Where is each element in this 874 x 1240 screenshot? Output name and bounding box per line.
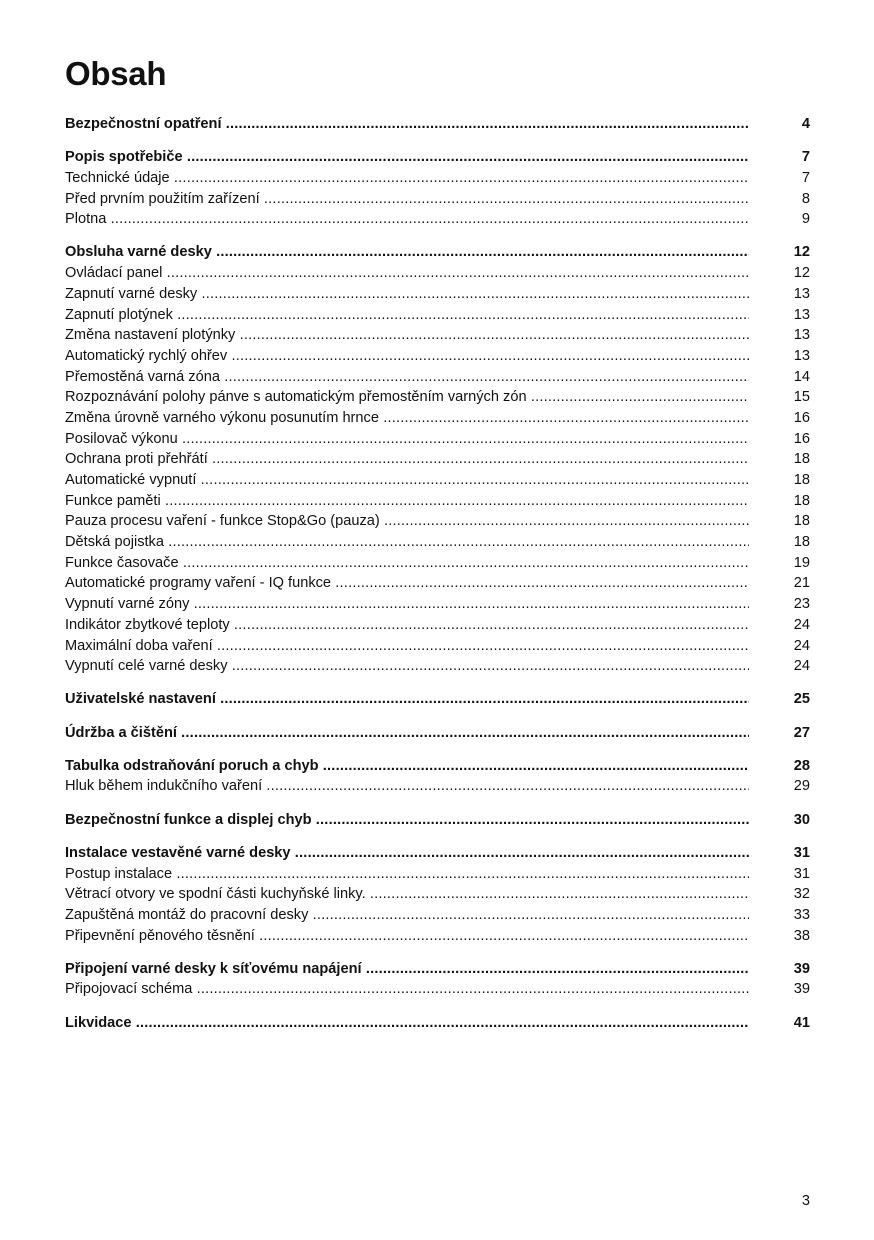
toc-heading-entry[interactable]: [65, 242, 811, 263]
toc-entry-label: Změna nastavení plotýnky .....: [65, 325, 749, 346]
toc-heading-entry[interactable]: [65, 723, 811, 744]
toc-page-number: 13: [793, 327, 810, 344]
toc-page-number: 8: [801, 190, 810, 207]
toc-entry-label: Větrací otvory ve spodní části kuchyňské linky. .....: [65, 884, 749, 905]
toc-page-number: 12: [793, 265, 810, 282]
toc-entry-label: Automatické programy vaření - IQ funkce .....: [65, 573, 749, 594]
toc-page-number: 32: [793, 886, 810, 903]
toc-entry-label: Ovládací panel .....: [65, 263, 749, 284]
toc-page-number: 31: [793, 844, 810, 861]
toc-entry-label: Funkce časovače .....: [65, 553, 749, 574]
toc-page-number: 18: [793, 472, 810, 488]
toc-entry[interactable]: [65, 594, 811, 615]
toc-section: [65, 147, 811, 230]
toc-entry-label: Hluk během indukčního vaření .....: [65, 776, 749, 797]
toc-heading-entry[interactable]: [65, 1013, 811, 1034]
toc-page-number: 9: [801, 211, 810, 228]
toc-entry[interactable]: [65, 491, 811, 512]
toc-page-number: 19: [793, 554, 810, 571]
toc-entry-label: Rozpoznávání polohy pánve s automatickým přemostěním varných zón .....: [65, 387, 749, 408]
toc-page-number: 13: [793, 285, 810, 302]
toc-entry-label: Před prvním použitím zařízení .....: [65, 189, 749, 210]
toc-entry[interactable]: [65, 284, 811, 305]
toc-entry[interactable]: [65, 449, 811, 470]
toc-page-number: 28: [793, 757, 810, 774]
toc-page-number: 13: [793, 347, 810, 364]
toc-entry[interactable]: [65, 615, 811, 636]
toc-heading-label: Údržba a čištění .....: [65, 723, 749, 744]
toc-entry-label: Ochrana proti přehřátí .....: [65, 449, 749, 470]
toc-page-number: 25: [793, 691, 810, 708]
toc-page-number: 18: [793, 492, 810, 509]
toc-entry-label: Posilovač výkonu .....: [65, 429, 749, 450]
toc-section: [65, 689, 811, 710]
toc-entry-label: Připevnění pěnového těsnění .....: [65, 926, 749, 947]
toc-entry[interactable]: [65, 884, 811, 905]
toc-page-number: 30: [793, 811, 810, 828]
toc-entry[interactable]: [65, 429, 811, 450]
toc-entry[interactable]: [65, 168, 811, 189]
toc-section: [65, 959, 811, 1000]
toc-section: [65, 756, 811, 797]
toc-entry[interactable]: [65, 325, 811, 346]
toc-entry-label: Připojovací schéma .....: [65, 979, 749, 1000]
toc-heading-entry[interactable]: [65, 147, 811, 168]
toc-entry-label: Automatický rychlý ohřev .....: [65, 346, 749, 367]
toc-page-number: 18: [793, 513, 810, 530]
toc-entry-label: Maximální doba vaření .....: [65, 636, 749, 657]
toc-heading-entry[interactable]: [65, 810, 811, 831]
toc-heading-label: Připojení varné desky k síťovému napájení .....: [65, 959, 749, 980]
toc-entry[interactable]: [65, 905, 811, 926]
toc-page-number: 23: [793, 596, 810, 613]
toc-entry[interactable]: [65, 573, 811, 594]
toc-heading-entry[interactable]: [65, 959, 811, 980]
toc-entry-label: Změna úrovně varného výkonu posunutím hrnce .....: [65, 408, 749, 429]
toc-page-number: 39: [793, 981, 810, 998]
toc-entry-label: Přemostěná varná zóna .....: [65, 367, 749, 388]
toc-entry-label: Zapnutí plotýnek .....: [65, 305, 749, 326]
toc-section: [65, 1013, 811, 1034]
toc-heading-label: Instalace vestavěné varné desky .....: [65, 843, 749, 864]
page-number: 3: [801, 1193, 810, 1209]
toc-heading-label: Popis spotřebiče .....: [65, 147, 749, 168]
toc-page-number: 4: [801, 116, 810, 132]
toc-page-number: 41: [793, 1014, 810, 1031]
toc-entry[interactable]: [65, 263, 811, 284]
toc-heading-entry[interactable]: [65, 689, 811, 710]
toc-page-number: 16: [793, 430, 810, 447]
toc-entry-label: Dětská pojistka .....: [65, 532, 749, 553]
toc-entry[interactable]: [65, 656, 811, 677]
toc-heading-label: Bezpečnostní funkce a displej chyb .....: [65, 810, 749, 831]
toc-page-number: 24: [793, 658, 810, 675]
toc-page-number: 24: [793, 616, 810, 633]
toc-entry-label: Technické údaje .....: [65, 168, 749, 189]
page-title: Obsah: [65, 55, 167, 92]
toc-entry[interactable]: [65, 387, 811, 408]
toc-page-number: 27: [793, 724, 810, 741]
toc-entry[interactable]: [65, 926, 811, 947]
toc-heading-label: Likvidace .....: [65, 1013, 749, 1034]
toc-heading-label: Bezpečnostní opatření .....: [65, 114, 749, 135]
toc-page-number: 29: [793, 778, 810, 795]
toc-page-number: 18: [793, 451, 810, 468]
toc-entry[interactable]: [65, 532, 811, 553]
toc-entry[interactable]: [65, 305, 811, 326]
toc-page-number: 21: [793, 575, 810, 592]
toc-entry[interactable]: [65, 636, 811, 657]
toc-heading-label: Tabulka odstraňování poruch a chyb .....: [65, 756, 749, 777]
toc-section: [65, 723, 811, 744]
toc-entry-label: Vypnutí celé varné desky .....: [65, 656, 749, 677]
toc-page-number: 12: [793, 244, 810, 261]
toc-entry[interactable]: [65, 346, 811, 367]
toc-section: [65, 843, 811, 946]
toc-page-number: 16: [793, 409, 810, 426]
toc-heading-entry[interactable]: [65, 756, 811, 777]
toc-entry-label: Plotna .....: [65, 209, 749, 230]
toc-entry-label: Indikátor zbytkové teploty .....: [65, 615, 749, 636]
toc-entry[interactable]: [65, 776, 811, 797]
toc-heading-entry[interactable]: [65, 114, 811, 135]
toc-entry-label: Automatické vypnutí .....: [65, 470, 749, 491]
toc-entry-label: Zapnutí varné desky .....: [65, 284, 749, 305]
toc-entry-label: Pauza procesu vaření - funkce Stop&Go (pauza) .....: [65, 511, 749, 532]
toc-section: [65, 242, 811, 676]
toc-entry[interactable]: [65, 864, 811, 885]
toc-page-number: 31: [793, 865, 810, 882]
toc-entry[interactable]: [65, 979, 811, 1000]
toc-page-number: 13: [793, 306, 810, 323]
toc-page-number: 14: [793, 368, 810, 385]
toc-heading-label: Uživatelské nastavení .....: [65, 689, 749, 710]
toc-heading-label: Obsluha varné desky .....: [65, 242, 749, 263]
toc-entry[interactable]: [65, 553, 811, 574]
toc-page-number: 38: [793, 927, 810, 944]
toc-section: [65, 114, 811, 135]
toc-entry-label: Postup instalace .....: [65, 864, 749, 885]
toc-page-number: 24: [793, 637, 810, 654]
toc-entry[interactable]: [65, 209, 811, 230]
toc-section: [65, 810, 811, 831]
toc-page-number: 33: [793, 906, 810, 923]
toc-page-number: 18: [793, 534, 810, 551]
toc-entry[interactable]: [65, 367, 811, 388]
toc-entry-label: Zapuštěná montáž do pracovní desky .....: [65, 905, 749, 926]
toc-page-number: 7: [801, 169, 810, 186]
toc-page-number: 7: [801, 149, 810, 166]
table-of-contents: [65, 114, 811, 1046]
toc-entry[interactable]: [65, 470, 811, 491]
toc-entry[interactable]: [65, 408, 811, 429]
toc-page-number: 15: [793, 389, 810, 406]
toc-entry[interactable]: [65, 511, 811, 532]
toc-entry[interactable]: [65, 189, 811, 210]
toc-page-number: 39: [793, 960, 810, 977]
toc-heading-entry[interactable]: [65, 843, 811, 864]
toc-entry-label: Funkce paměti .....: [65, 491, 749, 512]
toc-entry-label: Vypnutí varné zóny .....: [65, 594, 749, 615]
